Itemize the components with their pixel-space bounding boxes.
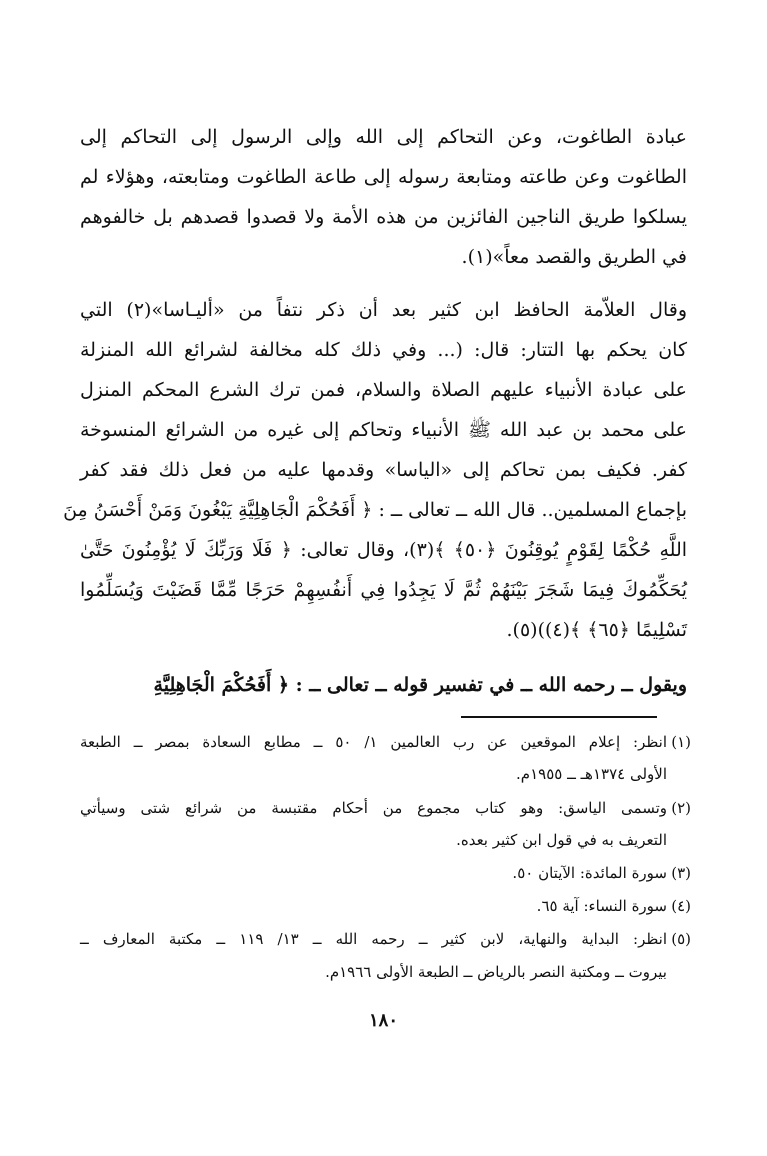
footnote-text: انظر: البداية والنهاية، لابن كثير ــ رحمه الله ــ ١٣/ ١١٩ ــ مكتبة المعارف ــ xyxy=(80,930,667,948)
quran-quote-line: اللَّهِ حُكْمًا لِقَوْمٍ يُوقِنُونَ ﴿٥٠﴾ ﴾(٣)، وقال تعالى: ﴿ فَلَا وَرَبِّكَ لَا يُؤْمِنُونَ حَتَّىٰ xyxy=(80,539,688,561)
footnote-2-continuation: التعريف به في قول ابن كثير بعده. xyxy=(456,831,667,849)
footnote-2-line xyxy=(80,799,691,817)
quran-quote-line: يُحَكِّمُوكَ فِيمَا شَجَرَ بَيْنَهُمْ ثُمَّ لَا يَجِدُوا فِي أَنفُسِهِمْ حَرَجًا مِّمَّا قَضَيْتَ وَيُسَلِّمُوا xyxy=(80,579,687,601)
body-line: في الطريق والقصد معاً»(١). xyxy=(461,246,687,268)
footnote-text: سورة النساء: آية ٦٥. xyxy=(536,897,667,915)
footnote-number: (١) xyxy=(671,733,691,751)
footnote-1-line xyxy=(80,733,691,751)
quran-quote-line: تَسْلِيمًا ﴿٦٥﴾ ﴾(٤))(٥). xyxy=(506,619,687,641)
footnote-text: سورة المائدة: الآيتان ٥٠. xyxy=(512,864,667,882)
footnote-text: انظر: إعلام الموقعين عن رب العالمين ١/ ٥٠ ــ مطابع السعادة بمصر ــ الطبعة xyxy=(80,733,667,751)
footnote-5-continuation: بيروت ــ ومكتبة النصر بالرياض ــ الطبعة الأولى ١٩٦٦م. xyxy=(325,963,667,981)
body-line: وقال العلاّمة الحافظ ابن كثير بعد أن ذكر نتفاً من «أليـاسا»(٢) التي xyxy=(80,299,688,321)
footnote-number: (٣) xyxy=(671,864,691,882)
footnote-4-line xyxy=(80,897,691,915)
body-line: عبادة الطاغوت، وعن التحاكم إلى الله وإلى الرسول إلى التحاكم إلى xyxy=(80,126,687,148)
body-line: على عبادة الأنبياء عليهم الصلاة والسلام، فمن ترك الشرع المحكم المنزل xyxy=(80,379,687,401)
footnote-text: وتسمى الياسق: وهو كتاب مجموع من أحكام مقتبسة من شرائع شتى وسيأتي xyxy=(80,799,667,817)
body-line: كان يحكم بها التتار: قال: (... وفي ذلك كله مخالفة لشرائع الله المنزلة xyxy=(80,339,687,361)
footnote-1-continuation: الأولى ١٣٧٤هـ ــ ١٩٥٥م. xyxy=(516,765,667,783)
footnote-separator xyxy=(461,716,657,718)
body-line: الطاغوت وعن طاعته ومتابعة رسوله إلى طاعة الطاغوت ومتابعته، وهؤلاء لم xyxy=(80,166,687,188)
body-line: كفر. فكيف بمن تحاكم إلى «الياسا» وقدمها عليه من فعل ذلك فقد كفر xyxy=(80,459,687,481)
footnote-3-line xyxy=(80,864,691,882)
body-line: يسلكوا طريق الناجين الفائزين من هذه الأمة ولا قصدوا قصدهم بل خالفوهم xyxy=(80,206,687,228)
footnote-5-line xyxy=(80,930,691,948)
page-number: ١٨٠ xyxy=(368,1010,398,1031)
body-line: ويقول ــ رحمه الله ــ في تفسير قوله ــ تعالى ــ : ﴿ أَفَحُكْمَ الْجَاهِلِيَّةِ xyxy=(153,674,687,696)
footnote-number: (٥) xyxy=(671,930,691,948)
quran-quote-line: بإجماع المسلمين.. قال الله ــ تعالى ــ : ﴿ أَفَحُكْمَ الْجَاهِلِيَّةِ يَبْغُونَ وَمَنْ أَحْسَنُ مِنَ xyxy=(63,499,687,521)
footnote-number: (٤) xyxy=(671,897,691,915)
footnote-number: (٢) xyxy=(671,799,691,817)
body-line: على محمد بن عبد الله ﷺ الأنبياء وتحاكم إلى غيره من الشرائع المنسوخة xyxy=(80,419,687,441)
